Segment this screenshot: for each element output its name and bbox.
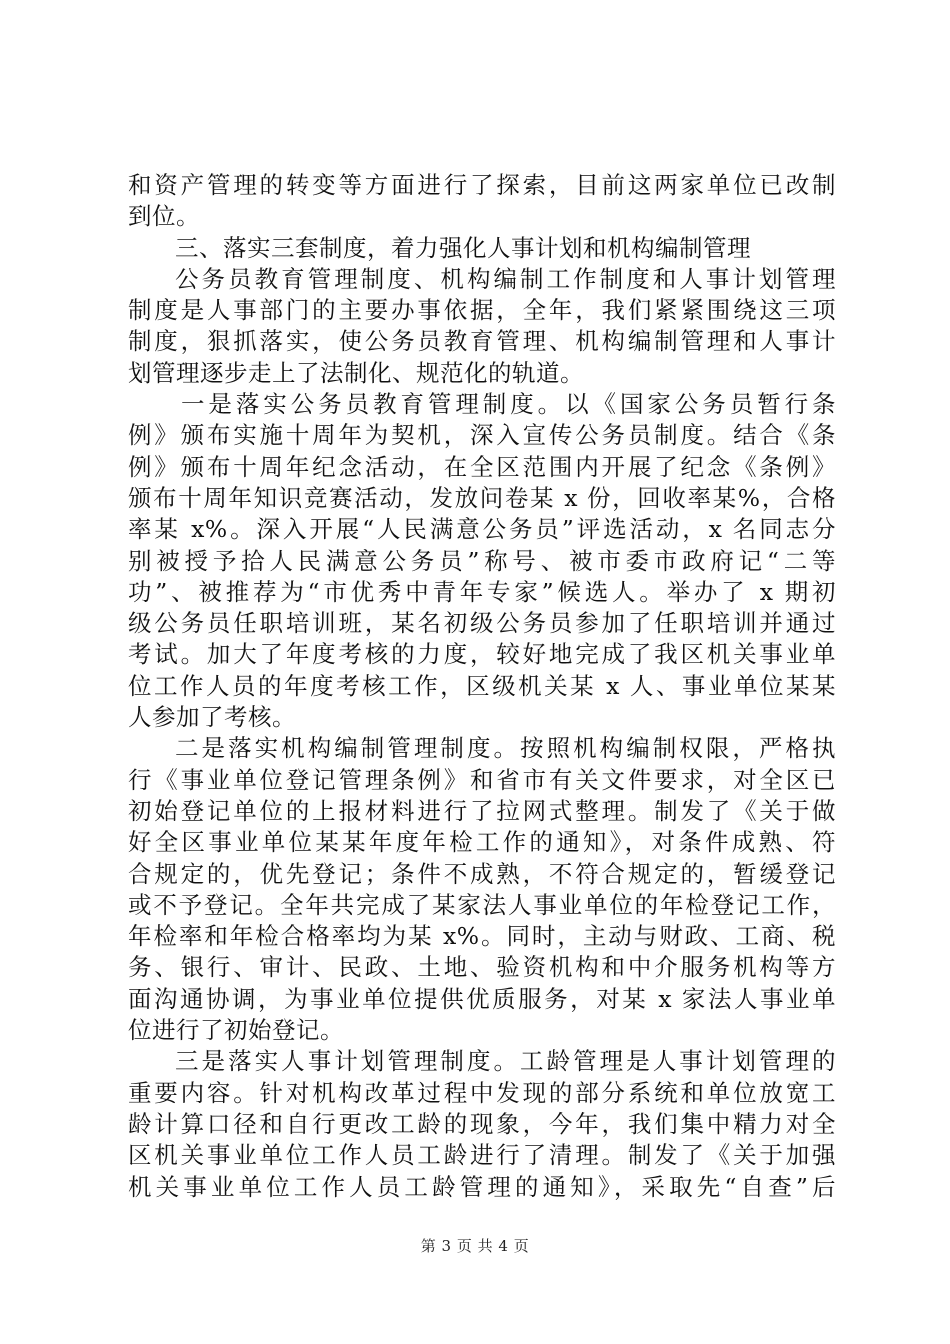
text-line: 考试。加大了年度考核的力度，较好地完成了我区机关事业单: [128, 640, 836, 669]
text-line: 三、落实三套制度，着力强化人事计划和机构编制管理: [175, 233, 751, 262]
text-line: 行《事业单位登记管理条例》和省市有关文件要求，对全区已: [128, 765, 836, 794]
text-line: 人参加了考核。: [128, 703, 296, 732]
text-line: 公务员教育管理制度、机构编制工作制度和人事计划管理: [175, 264, 836, 293]
text-line: 制度，狠抓落实，使公务员教育管理、机构编制管理和人事计: [128, 327, 836, 356]
page-footer: 第 3 页 共 4 页: [420, 1237, 530, 1255]
text-line: 重要内容。针对机构改革过程中发现的部分系统和单位放宽工: [128, 1078, 836, 1107]
text-line: 位进行了初始登记。: [128, 1016, 344, 1045]
text-line: 例》颁布实施十周年为契机，深入宣传公务员制度。结合《条: [128, 421, 836, 450]
text-line: 面沟通协调，为事业单位提供优质服务，对某 x 家法人事业单: [128, 984, 836, 1013]
text-line: 年检率和年检合格率均为某 x%。同时，主动与财政、工商、税: [128, 922, 836, 951]
text-line: 划管理逐步走上了法制化、规范化的轨道。: [128, 358, 584, 387]
text-line: 合规定的，优先登记；条件不成熟，不符合规定的，暂缓登记: [128, 859, 836, 888]
text-line: 别被授予拾人民满意公务员”称号、被市委市政府记“二等: [128, 546, 836, 575]
text-line: 龄计算口径和自行更改工龄的现象，今年，我们集中精力对全: [128, 1109, 836, 1138]
text-line: 和资产管理的转变等方面进行了探索，目前这两家单位已改制: [128, 171, 836, 199]
text-line: 功”、被推荐为“市优秀中青年专家”候选人。举办了 x 期初: [128, 577, 836, 606]
text-line: 颁布十周年知识竞赛活动，发放问卷某 x 份，回收率某%，合格: [128, 483, 836, 512]
text-line: 三是落实人事计划管理制度。工龄管理是人事计划管理的: [175, 1047, 836, 1076]
text-line: 或不予登记。全年共完成了某家法人事业单位的年检登记工作，: [128, 890, 836, 919]
text-line: 到位。: [128, 202, 200, 231]
text-line: 务、银行、审计、民政、土地、验资机构和中介服务机构等方: [128, 953, 836, 982]
text-line: 二是落实机构编制管理制度。按照机构编制权限，严格执: [175, 734, 836, 763]
text-line: 好全区事业单位某某年度年检工作的通知》，对条件成熟、符: [128, 828, 836, 857]
text-line: 一是落实公务员教育管理制度。以《国家公务员暂行条: [181, 390, 836, 419]
text-line: 初始登记单位的上报材料进行了拉网式整理。制发了《关于做: [128, 796, 836, 825]
text-line: 位工作人员的年度考核工作，区级机关某 x 人、事业单位某某: [128, 671, 836, 700]
text-line: 率某 x%。深入开展“人民满意公务员”评选活动，x 名同志分: [128, 515, 836, 544]
text-line: 级公务员任职培训班，某名初级公务员参加了任职培训并通过: [128, 609, 836, 638]
text-line: 制度是人事部门的主要办事依据，全年，我们紧紧围绕这三项: [128, 296, 836, 325]
text-line: 区机关事业单位工作人员工龄进行了清理。制发了《关于加强: [128, 1141, 836, 1170]
text-line: 机关事业单位工作人员工龄管理的通知》，采取先“自查”后: [128, 1172, 836, 1201]
document-body: [128, 170, 836, 1203]
text-line: 例》颁布十周年纪念活动，在全区范围内开展了纪念《条例》: [128, 452, 836, 481]
